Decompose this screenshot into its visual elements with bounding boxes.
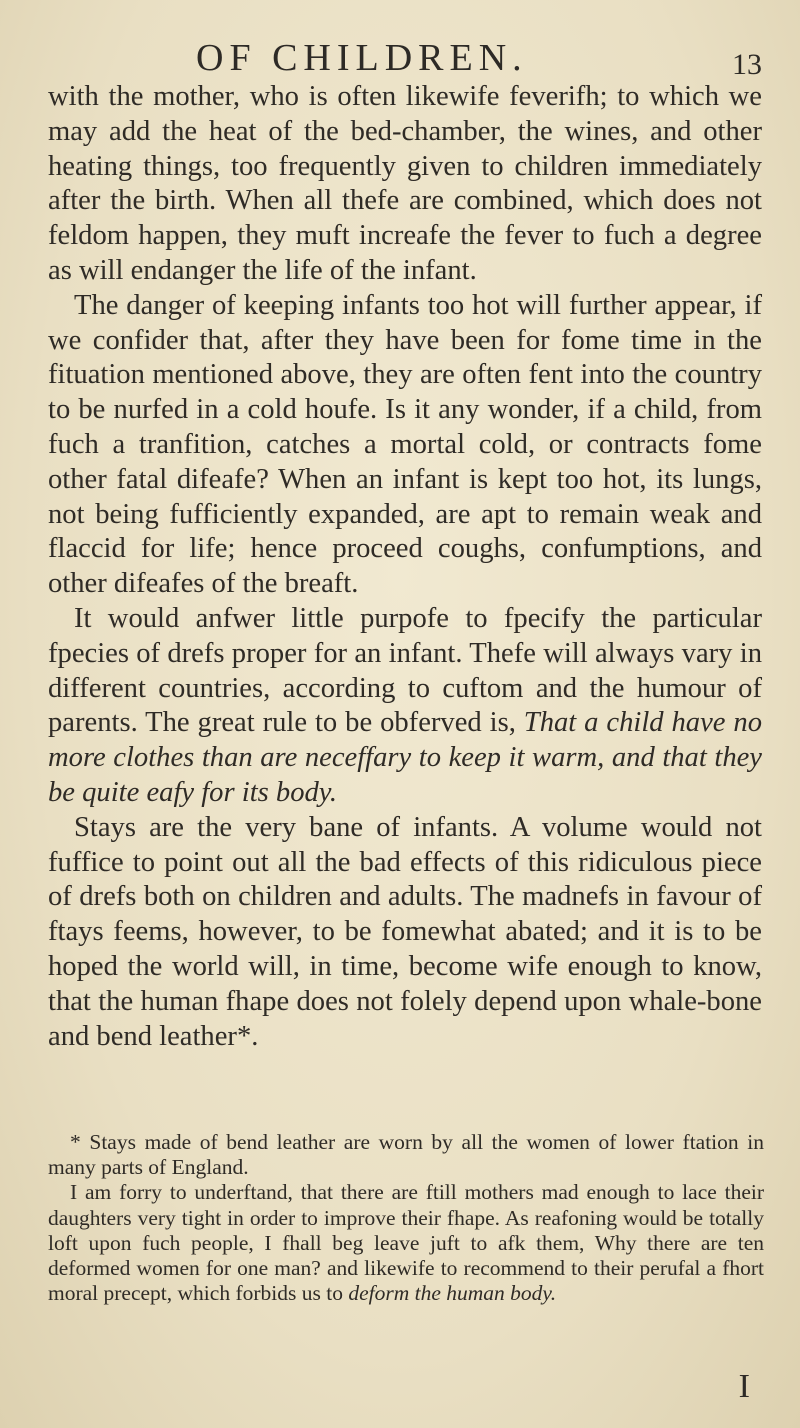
body-text xyxy=(48,80,762,1054)
paragraph-2: The danger of keeping infants too hot will further appear, if we confider that, after they have been for fome time in the fituation mentioned above, they are often fent into the country to be nurfed in a cold houfe. Is it any wonder, if a child, from fuch a tranfition, catches a mortal cold, or contracts fome other fatal difeafe? When an infant is kept too hot, its lungs, not being fufficiently expanded, are apt to remain weak and flaccid for life; hence proceed coughs, confumptions, and other difeafes of the breaft. xyxy=(48,289,762,600)
paragraph-3-text: It would anfwer little purpofe to fpecify the particular fpecies of drefs proper for an infant. Thefe will always vary in different countries, according to cuftom and the humour of parents. The great rule to be obferved is, xyxy=(48,602,762,739)
page-header xyxy=(0,6,800,81)
footnote-2 xyxy=(48,1180,764,1306)
footnotes xyxy=(48,1130,764,1306)
running-head: OF CHILDREN. xyxy=(196,37,528,79)
footnote-1: * Stays made of bend leather are worn by all the women of lower ftation in many parts of England. xyxy=(48,1130,764,1180)
page-number: 13 xyxy=(732,48,762,81)
footnote-2-text: I am forry to underftand, that there are ftill mothers mad enough to lace their daughters very tight in order to improve their fhape. As reafoning would be totally loft upon fuch people, I fhall beg leave juft to afk them, Why there are ten deformed women for one man? and likewife to recommend to their perufal a fhort moral precept, which forbids us to xyxy=(48,1180,764,1306)
footnote-2-italic: deform the human body. xyxy=(348,1281,557,1306)
paragraph-3 xyxy=(48,602,762,811)
paragraph-4: Stays are the very bane of infants. A volume would not fuffice to point out all the bad effects of this ridiculous piece of drefs both on children and adults. The madnefs in favour of ftays feems, however, to be fomewhat abated; and it is to be hoped the world will, in time, become wife enough to know, that the human fhape does not folely depend upon whale-bone and bend leather*. xyxy=(48,811,762,1052)
catchword: I xyxy=(738,1368,750,1405)
paragraph-3-italic-rule: That a child have no more clothes than are neceffary to keep it warm, and that they be quite eafy for its body. xyxy=(48,707,763,808)
paragraph-1: with the mother, who is often likewife feverifh; to which we may add the heat of the bed-chamber, the wines, and other heating things, too frequently given to children immediately after the birth. When all thefe are combined, which does not feldom happen, they muft increafe the fever to fuch a degree as will endanger the life of the infant. xyxy=(48,81,762,286)
